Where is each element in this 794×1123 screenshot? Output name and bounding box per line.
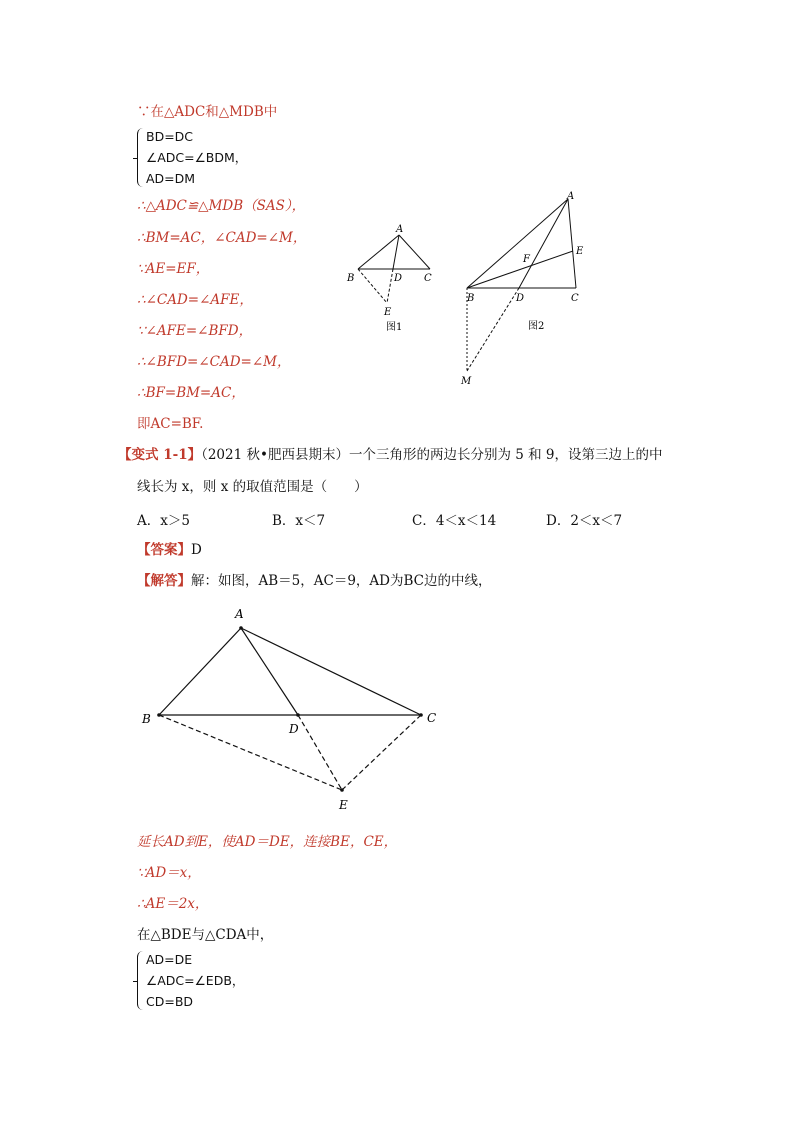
proof1-step: 即AC=BF. [137,416,204,432]
question-line-1 [118,446,663,464]
fig1-label: D [394,273,403,284]
proof2-condition-brace [137,949,244,1012]
brace-row: AD=DE [146,952,193,967]
fig3-label: B [142,712,151,726]
question-text: （2021 秋•肥西县期末）一个三角形的两边长分别为 5 和 9，设第三边上的中 [201,447,663,463]
fig2-label: A [567,191,575,202]
proof1-step: ∴∠BFD=∠CAD=∠M， [137,354,291,370]
proof1-step: ∵∠AFE=∠BFD， [137,323,253,339]
fig3-label: A [235,607,244,621]
proof2-step: ∵AD＝x， [137,865,201,881]
question-tag: 【变式 1-1】 [118,447,202,463]
figure-3 [135,600,455,820]
brace-row: ∠ADC=∠BDM， [146,150,248,165]
proof1-intro: ∵在△ADC和△MDB中 [137,104,278,120]
proof2-step: 延长AD到E，使AD＝DE，连接BE，CE， [137,834,398,850]
proof1-step: ∴BM=AC，∠CAD=∠M， [137,230,307,246]
proof1-step: ∵AE=EF， [137,261,210,277]
answer-value: D [191,542,202,558]
option-a: A．x＞5 [137,513,190,529]
proof1-step: ∴△ADC≌△MDB（SAS）， [137,198,306,214]
fig1-label: B [347,273,355,284]
fig1-label: E [384,307,392,318]
option-b: B．x＜7 [272,513,326,529]
option-c: C．4＜x＜14 [412,513,497,529]
fig2-caption: 图2 [528,321,545,332]
proof1-step: ∴∠CAD=∠AFE， [137,292,253,308]
figure-2 [455,188,595,393]
fig2-label: C [571,293,579,304]
fig2-label: M [461,376,472,387]
solution-text: 解：如图，AB＝5，AC＝9，AD为BC边的中线， [191,573,492,589]
proof2-step: 在△BDE与△CDA中， [137,927,274,943]
fig2-label: F [523,254,530,265]
fig1-label: C [424,273,432,284]
fig1-label: A [396,224,404,235]
proof2-step: ∴AE＝2x， [137,896,209,912]
brace-row: BD=DC [146,129,194,144]
fig2-label: B [467,293,475,304]
fig1-caption: 图1 [386,322,403,333]
figure-1 [340,215,450,340]
solution-line [137,572,492,590]
brace-row: AD=DM [146,171,196,186]
fig2-label: E [576,246,584,257]
fig2-label: D [516,293,525,304]
question-line-2: 线长为 x，则 x 的取值范围是（ ） [137,479,368,495]
proof1-step: ∴BF=BM=AC， [137,385,245,401]
solution-tag: 【解答】 [137,573,191,589]
answer-line [137,541,202,559]
fig3-label: D [289,722,299,736]
fig3-label: C [427,711,437,725]
proof1-condition-brace [137,126,247,189]
brace-row: ∠ADC=∠EDB， [146,973,245,988]
option-d: D．2＜x＜7 [546,513,623,529]
brace-row: CD=BD [146,994,194,1009]
answer-tag: 【答案】 [137,542,191,558]
fig3-label: E [339,798,348,812]
